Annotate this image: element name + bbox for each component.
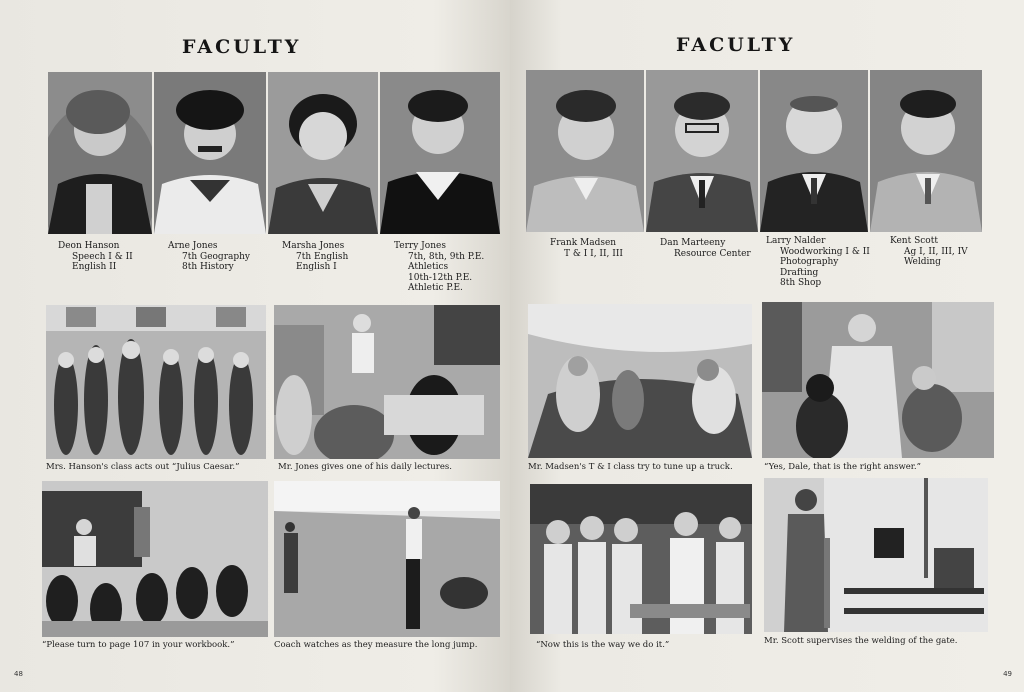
faculty-name: Terry Jones	[394, 241, 446, 251]
faculty-caption-larry-nalder	[766, 236, 870, 289]
photo-welding-gate	[764, 478, 988, 632]
left-page-heading: FACULTY	[182, 36, 302, 58]
portrait-larry-nalder	[760, 70, 868, 232]
right-page	[510, 0, 1024, 692]
portrait-terry-jones	[380, 72, 500, 234]
portrait-dan-marteeny	[646, 70, 758, 232]
photo-caption-julius-caesar: Mrs. Hanson's class acts out “Julius Caesar.”	[46, 462, 240, 472]
photo-workbook-class	[42, 481, 268, 637]
faculty-subject: English II	[72, 262, 117, 272]
left-page	[0, 0, 510, 692]
faculty-name: Dan Marteeny	[660, 238, 726, 248]
photo-daily-lecture	[274, 305, 500, 459]
portrait-frank-madsen	[526, 70, 644, 232]
faculty-name: Larry Nalder	[766, 236, 826, 246]
faculty-caption-deon-hanson	[58, 241, 133, 273]
faculty-caption-kent-scott	[890, 236, 968, 268]
photo-julius-caesar-class	[46, 305, 266, 459]
photo-truck-tune-up	[528, 304, 752, 458]
faculty-subject: 8th Shop	[780, 278, 822, 288]
faculty-subject: Photography	[780, 257, 839, 267]
photo-caption-right-answer: “Yes, Dale, that is the right answer.”	[764, 462, 921, 472]
faculty-name: Deon Hanson	[58, 241, 120, 251]
faculty-subject: English I	[296, 262, 337, 272]
faculty-subject: Woodworking I & II	[780, 246, 870, 257]
faculty-subject: Welding	[904, 257, 941, 267]
faculty-caption-arne-jones	[168, 241, 250, 273]
faculty-subject: Athletic P.E.	[408, 283, 463, 293]
faculty-caption-marsha-jones	[282, 241, 348, 273]
faculty-subject: 10th-12th P.E.	[408, 272, 473, 283]
portrait-arne-jones	[154, 72, 266, 234]
portrait-deon-hanson	[48, 72, 152, 234]
faculty-name: Kent Scott	[890, 236, 938, 246]
faculty-subject: 7th Geography	[182, 251, 251, 262]
photo-caption-workbook: “Please turn to page 107 in your workbook.”	[42, 640, 235, 650]
portrait-kent-scott	[870, 70, 982, 232]
faculty-subject: Ag I, II, III, IV	[904, 246, 968, 257]
page-number-left: 48	[14, 670, 23, 678]
faculty-subject: 8th History	[182, 262, 234, 272]
right-page-heading: FACULTY	[676, 34, 796, 56]
faculty-subject: Speech I & II	[72, 251, 133, 262]
photo-caption-welding-gate: Mr. Scott supervises the welding of the gate.	[764, 636, 958, 646]
photo-long-jump	[274, 481, 500, 637]
faculty-caption-frank-madsen	[550, 238, 623, 259]
faculty-subject: Athletics	[408, 262, 449, 272]
photo-caption-long-jump: Coach watches as they measure the long jump.	[274, 640, 478, 650]
faculty-subject: Resource Center	[674, 248, 751, 259]
faculty-name: Frank Madsen	[550, 238, 617, 248]
photo-right-answer	[762, 302, 994, 458]
portrait-marsha-jones	[268, 72, 378, 234]
faculty-subject: Drafting	[780, 267, 819, 278]
faculty-caption-dan-marteeny	[660, 238, 751, 259]
faculty-name: Arne Jones	[168, 241, 218, 251]
faculty-name: Marsha Jones	[282, 241, 345, 251]
faculty-subject: T & I I, II, III	[564, 248, 623, 259]
photo-way-we-do-it	[530, 484, 752, 634]
photo-caption-way-we-do-it: “Now this is the way we do it.”	[536, 640, 670, 650]
faculty-subject: 7th English	[296, 251, 349, 262]
faculty-caption-terry-jones	[394, 241, 484, 294]
photo-caption-truck-tune-up: Mr. Madsen's T & I class try to tune up a truck.	[528, 462, 733, 472]
faculty-subject: 7th, 8th, 9th P.E.	[408, 251, 485, 262]
page-number-right: 49	[1003, 670, 1012, 678]
photo-caption-daily-lecture: Mr. Jones gives one of his daily lectures.	[278, 462, 452, 472]
